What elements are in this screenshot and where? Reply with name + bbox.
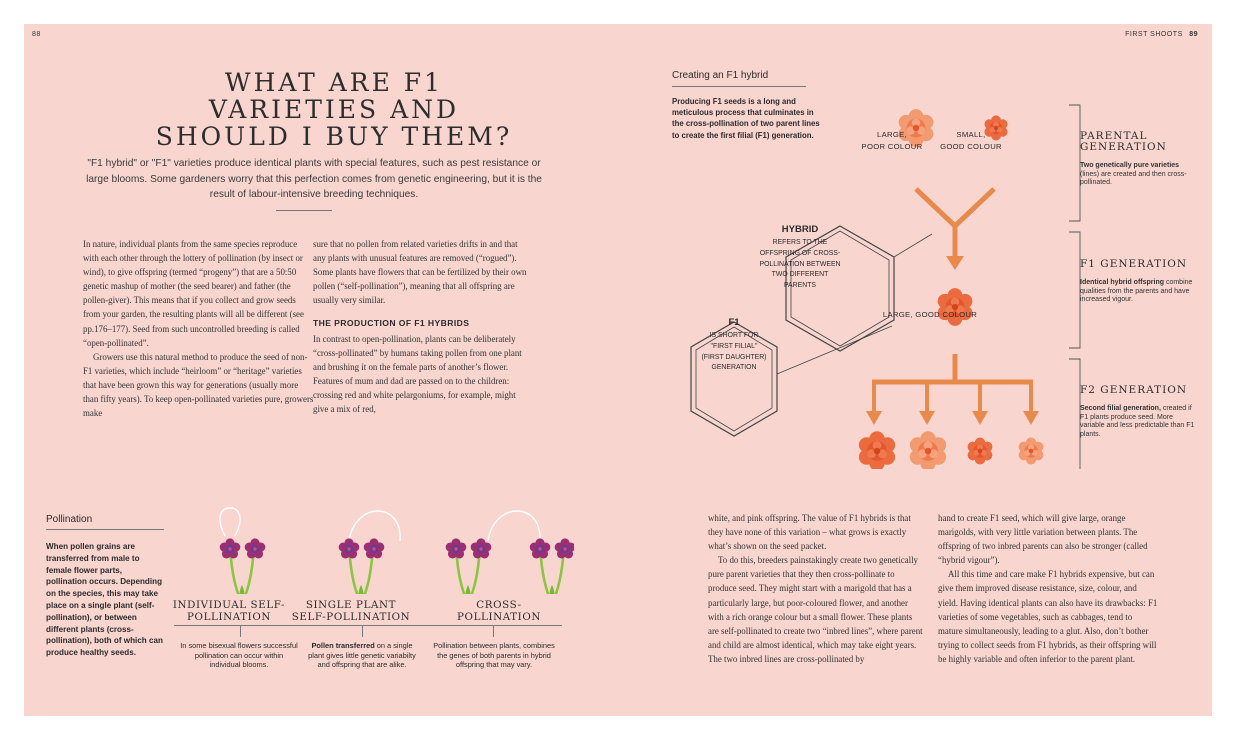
pollen-arc: [349, 511, 400, 541]
generation-title: GENERATION: [1080, 141, 1167, 153]
f1-box: [694, 317, 774, 374]
hybrid-box: [759, 224, 841, 292]
running-head-text: FIRST SHOOTS: [1125, 31, 1183, 38]
pollination-type-title: [169, 600, 289, 623]
body-column-2: [313, 237, 532, 416]
generation-title: F1 GENERATION: [1080, 258, 1188, 270]
pink-flower-icon: [220, 538, 241, 558]
tick: [493, 625, 494, 637]
paragraph: sure that no pollen from related varieties drifts in and that any plants with unusual features are removed (“rogued”). Some plants have flowers that can be fertilized by their own pollen (“self-pollination”), meaning that all offspring are usually very similar.: [313, 239, 527, 306]
pollination-baseline: [174, 625, 562, 626]
text-line: TWO DIFFERENT: [771, 271, 829, 279]
pink-flower-icon: [555, 538, 574, 558]
text-line: REFERS TO THE: [772, 239, 828, 246]
book-spread: [24, 24, 1212, 716]
pollination-caption: [432, 641, 556, 670]
arrow-icon: [946, 256, 964, 270]
desc-bold: Identical hybrid offspring: [1080, 279, 1165, 286]
text-line: POLLINATION BETWEEN: [759, 260, 841, 268]
caption-text: In some bisexual flowers successful pollination can occur within individual blooms.: [180, 641, 298, 670]
generation-bracket: [1069, 105, 1080, 221]
caption-text: Pollination between plants, combines the genes of both parents in hybrid offspring that may vary.: [433, 641, 555, 670]
right-running-head: [1125, 31, 1198, 38]
text-line: IS SHORT FOR: [709, 332, 759, 339]
title-rule: [276, 210, 332, 211]
parent-label: [931, 129, 1011, 153]
generation-title: PARENTAL: [1080, 130, 1148, 142]
pink-flower-icon: [364, 538, 385, 558]
caption-text: on a single plant gives little genetic variabilty and offspring that are alike.: [308, 641, 416, 670]
text-line: (FIRST DAUGHTER): [701, 353, 767, 361]
hybrid-text: [755, 238, 845, 292]
desc-bold: Second filial generation,: [1080, 405, 1161, 412]
tick: [362, 625, 363, 637]
desc-text: created if F1 plants produce seed. More variable and less predictable than F1 plants.: [1080, 405, 1195, 438]
section-subheading: THE PRODUCTION OF F1 HYBRIDS: [313, 318, 470, 329]
pollen-arc: [488, 511, 540, 541]
pollination-rule: [46, 529, 164, 530]
pink-flower-icon: [339, 538, 360, 558]
label-line: SMALL,: [956, 130, 986, 139]
f1-text: [694, 331, 774, 374]
arrow-icon: [866, 411, 882, 425]
desc-text: combine qualities from the parents and have increased vigour.: [1080, 279, 1193, 304]
generation-desc: [1080, 162, 1195, 188]
pollination-caption: [304, 641, 420, 670]
pollen-loop: [220, 508, 240, 536]
title-line: WHAT ARE F1: [224, 68, 444, 97]
intro-text: "F1 hybrid" or "F1" varieties produce identical plants with special features, such as pest resistance or large blooms. Some gardeners worry that this perfection comes from genetic engineering, but it is the result of labour-intensive breeding techniques.: [86, 158, 542, 200]
diagram-heading: Creating an F1 hybrid: [672, 70, 769, 81]
pink-flower-icon: [471, 538, 492, 558]
pink-flower-icon: [446, 538, 467, 558]
parent-label: [852, 129, 932, 153]
generation-bracket: [1069, 359, 1080, 469]
generation-desc: [1080, 405, 1195, 439]
generation-f1: [1080, 259, 1195, 305]
pink-flower-icon: [530, 538, 551, 558]
paragraph: All this time and care make F1 hybrids expensive, but can give them improved disease resistance, size, colour, and yield. Having identical plants can also have its drawbacks: F1 varieties of some vegetables, such as cabbages, tend to mature simultaneously, leading to a glut. Also, don’t bother trying to collect seeds from F1 hybrids, as their offspring will be highly variable and often inferior to the parent plant.: [938, 569, 1158, 664]
generation-parental: [1080, 131, 1195, 188]
paragraph: white, and pink offspring. The value of F1 hybrids is that they have none of this variation – what grows is exactly what’s shown on the seed packet.: [708, 513, 911, 552]
body-column-4: [938, 511, 1158, 666]
f1-title: F1: [728, 317, 740, 328]
desc-bold: Two genetically pure varieties: [1080, 162, 1180, 169]
page-title: [144, 69, 524, 150]
label-line: LARGE,: [877, 130, 907, 139]
arrow-icon: [919, 411, 935, 425]
title-line: CROSS-: [476, 599, 522, 611]
title-line: SHOULD I BUY THEM?: [155, 122, 513, 151]
tick: [240, 625, 241, 637]
text-line: PARENTS: [783, 282, 817, 290]
marigold-flower-icon: [1019, 438, 1044, 465]
title-line: POLLINATION: [187, 610, 271, 623]
body-column-1: [83, 237, 315, 420]
title-line: POLLINATION: [457, 610, 541, 623]
paragraph: Growers use this natural method to produce the seed of non-F1 varieties, which include “heirloom” or “heritage” varieties that have been grown this way for generations (usually more than fifty years). To keep open-pollinated varieties pure, growers make: [83, 351, 314, 419]
paragraph: In nature, individual plants from the same species reproduce with each other through the lottery of pollination (by insect or wind), to give offspring (termed “progeny”) that are a 50:50 genetic mashup of mother (the seed bearer) and father (the pollen-giver). This means that if you collect and grow seeds from your garden, the resulting plants will all be different (see pp.176–177). Seed from such uncontrolled breeding is called “open-pollinated”.: [83, 239, 304, 348]
caption-bold: Pollen transferred: [311, 641, 375, 650]
title-line: SINGLE PLANT: [305, 599, 397, 611]
left-page-number: 88: [32, 31, 41, 38]
pollination-illustration: [174, 479, 574, 594]
body-column-3: [708, 511, 923, 666]
marigold-flower-icon: [859, 431, 895, 469]
leader-line: [894, 234, 932, 257]
marigold-flower-icon: [910, 431, 946, 469]
pollination-type-title: [429, 600, 569, 623]
right-page-number: 89: [1189, 31, 1198, 38]
arrow-icon: [972, 411, 988, 425]
generation-f2: [1080, 385, 1195, 439]
text-line: "FIRST FILIAL": [710, 342, 758, 350]
pollination-caption: [180, 641, 298, 670]
paragraph: In contrast to open-pollination, plants can be deliberately “cross-pollinated” by humans taking pollen from one plant and brushing it on the female parts of another’s flower. Features of mum and dad are passed on to the children: crossing red and white pelargoniums, for example, might give a mix of red,: [313, 333, 522, 415]
text-line: GENERATION: [711, 364, 757, 372]
pink-flower-icon: [245, 538, 266, 558]
title-line: INDIVIDUAL SELF-: [172, 599, 286, 611]
generation-bracket: [1069, 232, 1080, 348]
paragraph: hand to create F1 seed, which will give large, orange marigolds, with very little variation between plants. The offspring of two inbred parents can also be stronger (called “hybrid vigour”).: [938, 513, 1148, 566]
arrow-icon: [1023, 411, 1039, 425]
generation-desc: [1080, 279, 1195, 305]
diagram-intro: Producing F1 seeds is a long and meticulous process that culminates in the cross-pollination of two parent lines to create the first filial (F1) generation.: [672, 97, 820, 140]
title-line: SELF-POLLINATION: [291, 610, 411, 623]
f1-label: LARGE, GOOD COLOUR: [882, 310, 978, 319]
pollination-heading: Pollination: [46, 514, 93, 525]
desc-text: (lines) are created and then cross-pollinated.: [1080, 170, 1187, 187]
hybrid-title: HYBRID: [781, 224, 819, 235]
label-line: GOOD COLOUR: [940, 142, 1002, 151]
text-line: OFFSPRING OF CROSS-: [759, 249, 841, 257]
arrow-icon: [916, 189, 994, 226]
title-line: VARIETIES AND: [208, 95, 460, 124]
pollination-type-title: [287, 600, 415, 623]
paragraph: To do this, breeders painstakingly create two genetically pure parent varieties that they then cross-pollinate to produce seed. They might start with a marigold that has a particularly large, but poor-coloured flower, and another with a rich orange colour but a small flower. These plants are self-pollinated to create two “inbred lines”, where parent and child are almost identical, which may take eight years. The two inbred lines are cross-pollinated by: [708, 555, 923, 664]
generation-title: F2 GENERATION: [1080, 384, 1188, 396]
label-line: POOR COLOUR: [861, 142, 923, 151]
marigold-flower-icon: [968, 438, 993, 465]
pollination-description: When pollen grains are transferred from male to female flower parts, pollination occurs. Depending on the species, this may take place on a single plant (self-pollination), or between different plants (cross-pollination), both of which can produce healthy seeds.: [46, 542, 163, 658]
